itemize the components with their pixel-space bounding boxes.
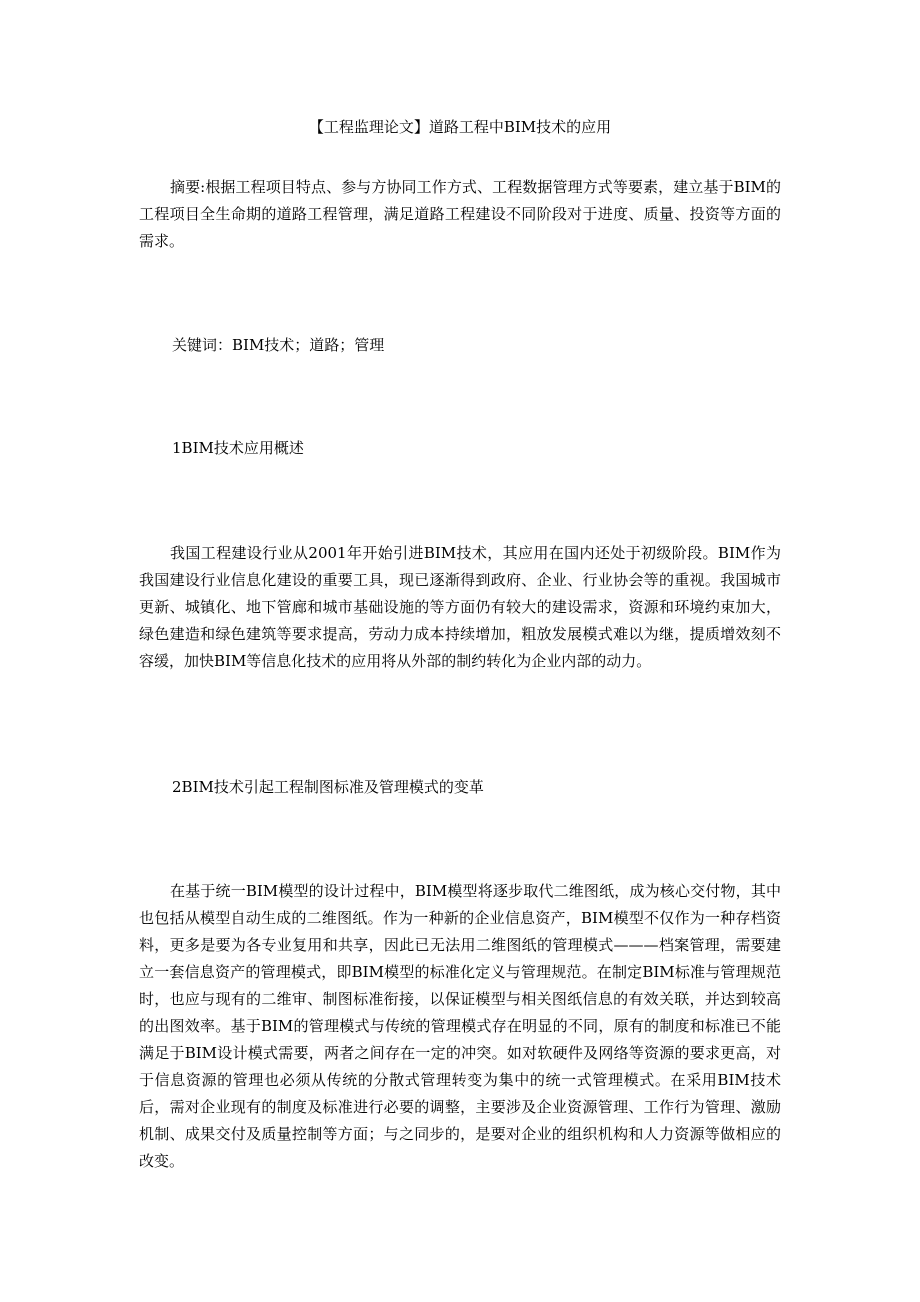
keywords-line: 关键词：BIM技术；道路；管理 bbox=[172, 336, 385, 354]
section-2-paragraph: 在基于统一BIM模型的设计过程中，BIM模型将逐步取代二维图纸，成为核心交付物，其中也包括从模型自动生成的二维图纸。作为一种新的企业信息资产，BIM模型不仅作为一种存档资料，更多是要为各专业复用和共享，因此已无法用二维图纸的管理模式———档案管理，需要建立一套信息资产的管理模式，即BIM模型的标准化定义与管理规范。在制定BIM标准与管理规范时，也应与现有的二维审、制图标准衔接，以保证模型与相关图纸信息的有效关联，并达到较高的出图效率。基于BIM的管理模式与传统的管理模式存在明显的不同，原有的制度和标准已不能满足于BIM设计模式需要，两者之间存在一定的冲突。如对软硬件及网络等资源的要求更高，对于信息资源的管理也必须从传统的分散式管理转变为集中的统一式管理模式。在采用BIM技术后，需对企业现有的制度及标准进行必要的调整，主要涉及企业资源管理、工作行为管理、激励机制、成果交付及质量控制等方面；与之同步的，是要对企业的组织机构和人力资源等做相应的改变。 bbox=[139, 882, 781, 1170]
section-2-heading: 2BIM技术引起工程制图标准及管理模式的变革 bbox=[172, 778, 484, 796]
section-1-paragraph: 我国工程建设行业从2001年开始引进BIM技术，其应用在国内还处于初级阶段。BIM作为我国建设行业信息化建设的重要工具，现已逐渐得到政府、企业、行业协会等的重视。我国城市更新、城镇化、地下管廊和城市基础设施的等方面仍有较大的建设需求，资源和环境约束加大，绿色建造和绿色建筑等要求提高，劳动力成本持续增加，粗放发展模式难以为继，提质增效刻不容缓，加快BIM等信息化技术的应用将从外部的制约转化为企业内部的动力。 bbox=[139, 544, 781, 670]
document-title: 【工程监理论文】道路工程中BIM技术的应用 bbox=[308, 118, 612, 136]
abstract-paragraph: 摘要:根据工程项目特点、参与方协同工作方式、工程数据管理方式等要素，建立基于BIM的工程项目全生命期的道路工程管理，满足道路工程建设不同阶段对于进度、质量、投资等方面的需求。 bbox=[139, 178, 781, 250]
section-1-heading: 1BIM技术应用概述 bbox=[172, 439, 304, 457]
